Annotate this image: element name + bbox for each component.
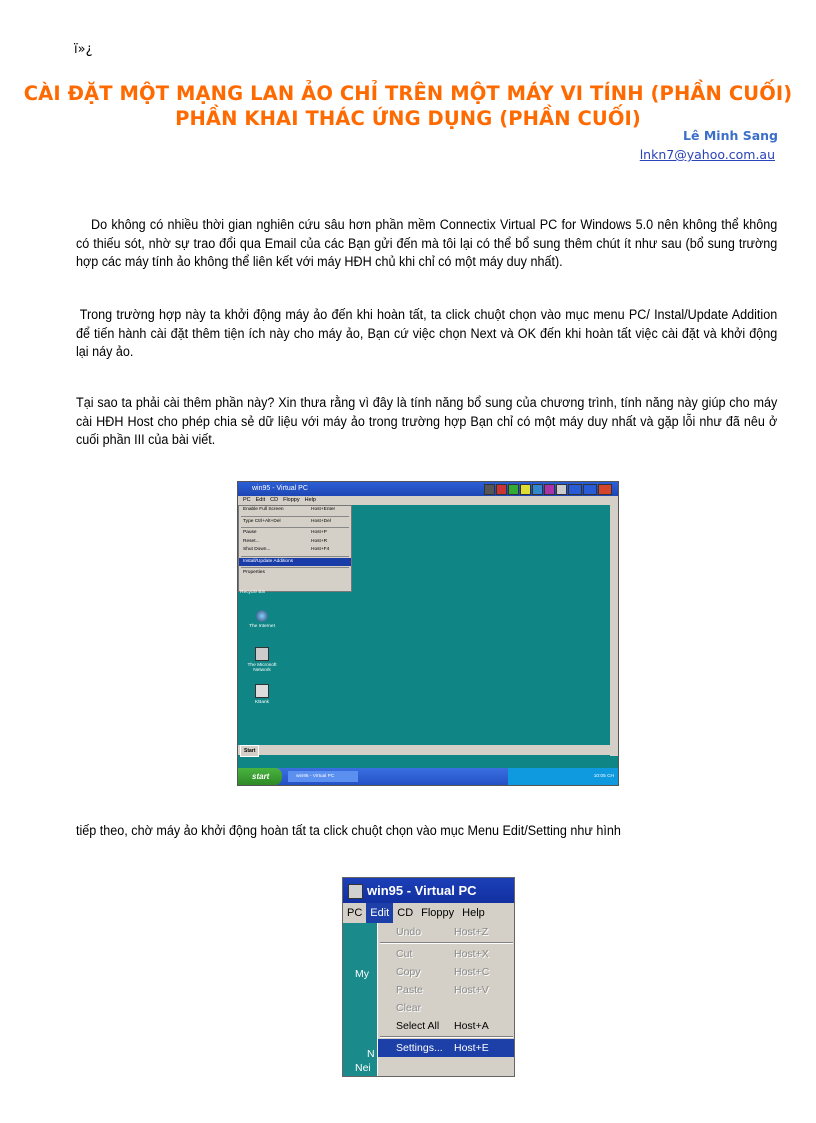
window-titlebar — [238, 482, 618, 496]
menu-floppy: Floppy — [421, 907, 455, 919]
document-subtitle: PHẦN KHAI THÁC ỨNG DỤNG (PHẦN CUỐI) — [175, 107, 641, 130]
desktop-icon-msn — [242, 647, 282, 673]
menu-item-label: Reset... — [243, 538, 260, 544]
menu-item-shortcut: Host+P — [311, 530, 327, 535]
pc-dropdown-menu — [238, 505, 352, 592]
minimize-icon — [568, 484, 582, 495]
author-name: Lê Minh Sang — [683, 128, 778, 143]
desktop-icon-label: The Internet — [249, 624, 275, 629]
scrollbar — [610, 496, 618, 756]
menu-item-selected — [239, 558, 351, 567]
paragraph-why-install: Tại sao ta phải cài thêm phần này? Xin thưa rằng vì đây là tính năng bổ sung của chương trình, tính năng này giúp cho máy cài HĐH Host cho phép chia sẻ dữ liệu với máy ảo trong trường hợp Bạn chỉ có một máy duy nhất và gặp lỗi như đã nêu ở cuối phần III của bài viết. — [76, 395, 778, 448]
menu-edit: Edit — [366, 903, 393, 923]
paragraph-intro: Do không có nhiều thời gian nghiên cứu sâu hơn phần mềm Connectix Virtual PC for Windows 5.0 nên không thể không có thiếu sót, nhờ sự trao đổi qua Email của các Bạn gửi đến mà tôi lại có thể bổ sung thêm chút ít như sau (bổ sung trường hợp các máy tính ảo không thể liên kết với máy HĐH chủ khi chỉ có một máy duy nhất). — [76, 217, 778, 270]
window-title: win95 - Virtual PC — [367, 883, 477, 898]
menu-item-shortcut: Host+C — [454, 966, 490, 978]
toolbar-icon — [520, 484, 531, 495]
toolbar-icon — [532, 484, 543, 495]
menu-cd: CD — [397, 907, 414, 919]
win95-taskbar — [238, 745, 610, 755]
win95-start-button: Start — [240, 745, 259, 757]
paragraph-next-step: tiếp theo, chờ máy ảo khởi động hoàn tất ta click chuột chọn vào mục Menu Edit/Setting như hình — [76, 823, 621, 838]
menu-item-label: Enable Full Screen — [243, 507, 284, 512]
toolbar-icon — [496, 484, 507, 495]
menu-item-shortcut: Host+V — [454, 984, 489, 996]
menu-separator — [241, 567, 349, 568]
menu-item-shortcut: Host+Del — [311, 518, 331, 524]
encoding-artifact: ï»¿ — [74, 42, 93, 57]
menu-item-cut — [378, 945, 515, 963]
menu-item-shortcut: Host+X — [454, 948, 489, 960]
screenshot-pc-menu — [237, 481, 619, 786]
desktop-icon-label: KBank — [254, 700, 270, 705]
menu-item-settings — [378, 1039, 515, 1057]
desktop-icon-recycle-bin — [238, 590, 280, 595]
paragraph-install-additions: Trong trường hợp này ta khởi động máy ảo đến khi hoàn tất, ta click chuột chọn vào mục menu PC/ Instal/Update Addition để tiến hành cài đặt thêm tiện ích này cho máy ảo, Bạn cứ việc chọn Next và OK đến khi hoàn tất việc cài đặt và khởi động lại náy ảo. — [76, 307, 778, 360]
menu-item-copy — [378, 963, 515, 981]
menu-item-label: Cut — [396, 948, 413, 960]
desktop-label: My — [355, 968, 369, 980]
menu-item-label: Type Ctrl+Alt+Del — [243, 518, 281, 524]
menu-item-label: Properties — [243, 570, 265, 575]
xp-taskbar-button: win95 - Virtual PC — [288, 771, 358, 782]
menu-item-clear — [378, 999, 515, 1017]
menu-help: Help — [304, 497, 316, 503]
xp-taskbar — [238, 768, 618, 785]
menubar — [343, 903, 514, 923]
window-title: win95 - Virtual PC — [252, 485, 308, 492]
screenshot-edit-menu — [342, 877, 515, 1077]
window-titlebar — [343, 878, 514, 903]
menu-item-label: Paste — [396, 984, 423, 996]
app-icon — [348, 884, 363, 899]
menu-item-label: Select All — [396, 1020, 440, 1032]
desktop-icon-kbank — [242, 684, 282, 705]
maximize-icon — [583, 484, 597, 495]
desktop-icon-label: Recycle Bin — [240, 590, 266, 595]
menu-item-shortcut: Host+F4 — [311, 547, 330, 552]
menu-item-shortcut: Host+E — [454, 1042, 489, 1054]
menu-separator — [241, 516, 349, 517]
menu-item — [239, 529, 351, 538]
desktop-label: N — [367, 1048, 375, 1060]
menu-item-shortcut: Host+Enter — [311, 507, 336, 512]
menu-item — [239, 506, 351, 515]
system-tray-clock: 10:05 CH — [508, 768, 618, 785]
author-email-link[interactable]: lnkn7@yahoo.com.au — [639, 147, 775, 162]
menu-floppy: Floppy — [283, 497, 300, 503]
menu-item-label: Pause — [243, 530, 257, 535]
menu-item-shortcut: Host+Z — [454, 926, 489, 938]
desktop-icon-internet — [242, 610, 282, 629]
edit-dropdown-menu — [377, 923, 515, 1076]
menu-item-label: Shut Down... — [243, 547, 271, 552]
close-icon — [598, 484, 612, 495]
menubar — [238, 496, 610, 505]
menu-item-undo — [378, 923, 515, 941]
menu-edit: Edit — [255, 497, 266, 503]
menu-help: Help — [462, 907, 485, 919]
menu-item — [239, 518, 351, 527]
menu-cd: CD — [270, 497, 279, 503]
toolbar-icon — [556, 484, 567, 495]
toolbar-icon — [544, 484, 555, 495]
menu-item-shortcut: Host+A — [454, 1020, 489, 1032]
menu-item — [239, 546, 351, 555]
globe-icon — [256, 610, 268, 622]
menu-item-label: Undo — [396, 926, 422, 938]
toolbar-icon — [508, 484, 519, 495]
menu-item-label: Copy — [396, 966, 421, 978]
menu-item — [239, 538, 351, 547]
menu-separator — [241, 527, 349, 528]
menu-pc: PC — [243, 497, 251, 503]
document-title: CÀI ĐẶT MỘT MẠNG LAN ẢO CHỈ TRÊN MỘT MÁY VI TÍNH (PHẦN CUỐI) — [23, 82, 793, 105]
menu-item-shortcut: Host+R — [311, 538, 328, 544]
menu-pc: PC — [347, 907, 363, 919]
toolbar-icons — [484, 484, 612, 495]
folder-icon — [255, 684, 269, 698]
menu-item-label: Settings... — [396, 1042, 443, 1054]
menu-item — [239, 569, 351, 578]
menu-separator — [380, 942, 513, 944]
network-icon — [255, 647, 269, 661]
desktop-label: Nei — [355, 1062, 371, 1074]
xp-start-button: start — [238, 768, 282, 785]
toolbar-icon — [484, 484, 495, 495]
menu-item-label: Install/Update Additions — [243, 558, 294, 564]
menu-separator — [380, 1036, 513, 1038]
menu-item-select-all — [378, 1017, 515, 1035]
desktop-icon-label: The Microsoft Network — [247, 663, 277, 673]
menu-item-label: Clear — [396, 1002, 422, 1014]
menu-item-paste — [378, 981, 515, 999]
menu-separator — [241, 556, 349, 557]
